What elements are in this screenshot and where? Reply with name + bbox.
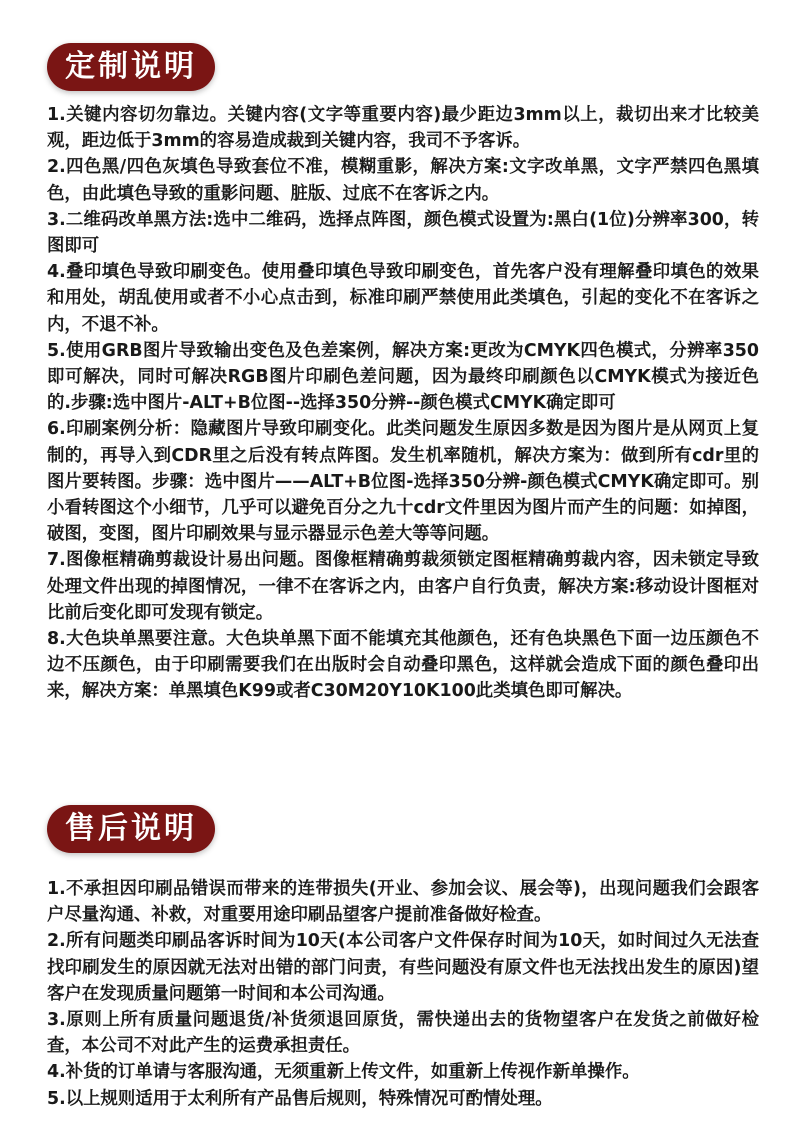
customization-paragraphs [47,102,759,705]
customization-item-2: 2.四色黑/四色灰填色导致套位不准，模糊重影，解决方案:文字改单黑，文字严禁四色黑填色，由此填色导致的重影问题、脏版、过底不在客诉之内。 [47,157,759,204]
after-sales-section-title: 售后说明 [47,805,215,853]
customization-item-5: 5.使用GRB图片导致输出变色及色差案例，解决方案:更改为CMYK四色模式，分辨率350即可解决，同时可解决RGB图片印刷色差问题，因为最终印刷颜色以CMYK模式为接近色的.步骤:选中图片-ALT+B位图--选择350分辨--颜色模式CMYK确定即可 [47,340,759,414]
customization-item-6: 6.印刷案例分析：隐藏图片导致印刷变化。此类问题发生原因多数是因为图片是从网页上复制的，再导入到CDR里之后没有转点阵图。发生机率随机，解决方案为：做到所有cdr里的图片要转图。步骤：选中图片——ALT+B位图-选择350分辨-颜色模式CMYK确定即可。别小看转图这个小细节，几乎可以避免百分之九十cdr文件里因为图片而产生的问题：如掉图，破图，变图，图片印刷效果与显示器显示色差大等等问题。 [47,419,759,545]
after-sales-item-5: 5.以上规则适用于太利所有产品售后规则，特殊情况可酌情处理。 [47,1088,553,1109]
customization-item-8: 8.大色块单黑要注意。大色块单黑下面不能填充其他颜色，还有色块黑色下面一边压颜色不边不压颜色，由于印刷需要我们在出版时会自动叠印黑色，这样就会造成下面的颜色叠印出来，解决方案：单黑填色K99或者C30M20Y10K100此类填色即可解决。 [47,629,759,702]
after-sales-paragraphs [47,876,759,1112]
customization-item-7: 7.图像框精确剪裁设计易出问题。图像框精确剪裁须锁定图框精确剪裁内容，因未锁定导致处理文件出现的掉图情况，一律不在客诉之内，由客户自行负责，解决方案:移动设计图框对比前后变化即可发现有锁定。 [47,550,759,623]
customization-section-title: 定制说明 [47,43,215,91]
after-sales-item-4: 4.补货的订单请与客服沟通，无须重新上传文件，如重新上传视作新单操作。 [47,1062,640,1083]
customization-item-4: 4.叠印填色导致印刷变色。使用叠印填色导致印刷变色，首先客户没有理解叠印填色的效果和用处，胡乱使用或者不小心点击到，标准印刷严禁使用此类填色，引起的变化不在客诉之内，不退不补。 [47,262,759,335]
after-sales-item-3: 3.原则上所有质量问题退货/补货须退回原货，需快递出去的货物望客户在发货之前做好检查，本公司不对此产生的运费承担责任。 [47,1010,759,1057]
after-sales-item-2: 2.所有问题类印刷品客诉时间为10天(本公司客户文件保存时间为10天，如时间过久无法查找印刷发生的原因就无法对出错的部门问责，有些问题没有原文件也无法找出发生的原因)望客户在发现质量问题第一时间和本公司沟通。 [47,931,759,1004]
after-sales-item-1: 1.不承担因印刷品错误而带来的连带损失(开业、参加会议、展会等)，出现问题我们会跟客户尽量沟通、补救，对重要用途印刷品望客户提前准备做好检查。 [47,879,759,926]
customization-item-3: 3.二维码改单黑方法:选中二维码，选择点阵图，颜色模式设置为:黑白(1位)分辨率300，转图即可 [47,209,759,257]
customization-item-1: 1.关键内容切勿靠边。关键内容(文字等重要内容)最少距边3mm以上，裁切出来才比较美观，距边低于3mm的容易造成裁到关键内容，我司不予客诉。 [47,105,759,152]
